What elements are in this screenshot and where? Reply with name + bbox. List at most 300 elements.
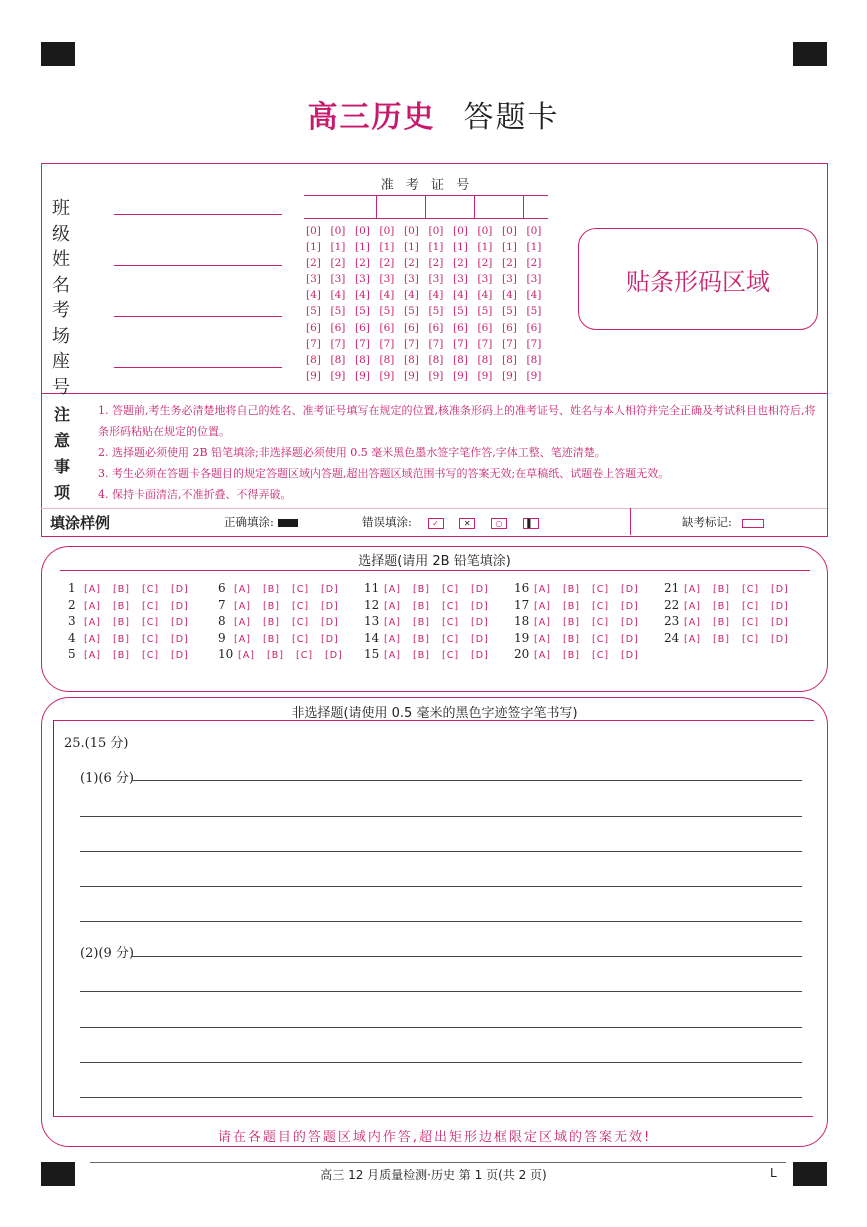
mcq-option-bubble[interactable]: [A] [238, 650, 255, 662]
mcq-question-row [364, 581, 500, 598]
exam-id-digit-row [306, 322, 551, 338]
exam-id-digit-bubble[interactable]: [6] [330, 321, 346, 334]
mcq-option-bubble[interactable]: [C] [142, 617, 160, 629]
mcq-option-bubble[interactable]: [A] [534, 633, 551, 645]
mcq-option-bubble[interactable]: [C] [442, 600, 460, 612]
exam-id-digit-bubble[interactable]: [7] [306, 337, 321, 350]
mcq-question-number: 22 [664, 597, 680, 612]
exam-id-digit-bubble[interactable]: [0] [502, 225, 517, 237]
mcq-option-bubble[interactable]: [C] [592, 584, 610, 595]
exam-id-digit-bubble[interactable]: [1] [306, 241, 321, 254]
exam-id-digit-bubble[interactable]: [9] [428, 369, 444, 382]
exam-id-digit-bubble[interactable]: [8] [355, 353, 370, 366]
mcq-option-bubble[interactable]: [B] [113, 617, 130, 629]
mcq-option-bubble[interactable]: [C] [442, 617, 460, 629]
answer-line[interactable] [80, 886, 802, 887]
mcq-option-bubble[interactable]: [D] [771, 633, 789, 645]
filled-bubble-icon [278, 519, 298, 527]
mcq-option-bubble[interactable]: [C] [296, 650, 314, 662]
mcq-option-bubble[interactable]: [C] [292, 617, 310, 629]
mcq-question-number: 9 [218, 630, 226, 645]
mcq-option-bubble[interactable]: [B] [113, 633, 130, 645]
exam-id-digit-bubble[interactable]: [4] [330, 289, 346, 302]
exam-id-digit-bubble[interactable]: [0] [355, 225, 370, 237]
name-field[interactable] [52, 245, 112, 297]
exam-id-digit-bubble[interactable]: [5] [330, 305, 346, 318]
exam-id-digit-bubble[interactable]: [4] [306, 289, 321, 302]
exam-id-digit-bubble[interactable]: [4] [404, 289, 419, 302]
mcq-option-bubble[interactable]: [D] [621, 600, 639, 612]
note-item: 4. 保持卡面清洁,不准折叠、不得弄破。 [98, 488, 292, 501]
mcq-option-bubble[interactable]: [D] [321, 633, 339, 645]
exam-id-digit-bubble[interactable]: [2] [526, 257, 542, 270]
exam-id-digit-bubble[interactable]: [3] [502, 273, 517, 286]
exam-id-digit-bubble[interactable]: [5] [453, 305, 468, 318]
exam-id-digit-bubble[interactable]: [9] [330, 369, 346, 382]
mcq-question-row [364, 598, 500, 615]
mcq-option-bubble[interactable]: [A] [384, 600, 401, 612]
exam-id-digit-row [306, 338, 551, 354]
exam-id-digit-bubble[interactable]: [0] [330, 225, 346, 237]
answer-line[interactable] [80, 1062, 802, 1063]
page-title [0, 92, 867, 136]
mcq-option-bubble[interactable]: [D] [621, 584, 639, 595]
mcq-option-bubble[interactable]: [D] [325, 650, 343, 662]
mcq-option-bubble[interactable]: [B] [713, 600, 730, 612]
exam-id-digit-bubble[interactable]: [2] [477, 257, 493, 270]
exam-id-digit-bubble[interactable]: [5] [404, 305, 419, 318]
room-field[interactable] [52, 296, 112, 348]
absent-mark-box[interactable] [742, 519, 764, 528]
exam-id-digit-bubble[interactable]: [4] [502, 289, 517, 302]
mcq-option-bubble[interactable]: [A] [534, 600, 551, 612]
mcq-question-row [364, 614, 500, 631]
exam-id-digit-bubble[interactable]: [2] [453, 257, 468, 270]
exam-id-digit-bubble[interactable]: [8] [379, 353, 395, 366]
exam-id-digit-bubble[interactable]: [8] [526, 353, 542, 366]
exam-id-digit-bubble[interactable]: [1] [477, 241, 493, 254]
exam-id-digit-bubble[interactable]: [5] [355, 305, 370, 318]
exam-id-digit-bubble[interactable]: [4] [477, 289, 493, 302]
circle-mark-icon: ○ [491, 518, 507, 529]
mcq-question-number: 11 [364, 581, 380, 595]
mcq-question-row [514, 647, 650, 664]
seat-label: 座号 [52, 351, 88, 398]
class-field[interactable] [52, 194, 112, 246]
mcq-option-bubble[interactable]: [C] [592, 650, 610, 662]
mcq-option-bubble[interactable]: [C] [142, 650, 160, 662]
mcq-question-row [514, 581, 650, 598]
mcq-option-bubble[interactable]: [B] [113, 650, 130, 662]
exam-id-digit-bubble[interactable]: [2] [428, 257, 444, 270]
mcq-option-bubble[interactable]: [B] [113, 584, 130, 595]
answer-line[interactable] [132, 956, 802, 957]
mcq-title-line [60, 570, 810, 571]
exam-id-digit-bubble[interactable]: [1] [526, 241, 542, 254]
exam-id-digit-bubble[interactable]: [9] [477, 369, 493, 382]
mcq-option-bubble[interactable]: [C] [292, 584, 310, 595]
exam-id-digit-bubble[interactable]: [0] [379, 225, 395, 237]
exam-id-digit-bubble[interactable]: [7] [428, 337, 444, 350]
mcq-option-bubble[interactable]: [C] [142, 600, 160, 612]
exam-id-digit-bubble[interactable]: [8] [428, 353, 444, 366]
exam-id-digit-bubble[interactable]: [0] [306, 225, 321, 237]
footer-mark: L [770, 1166, 777, 1180]
mcq-option-bubble[interactable]: [B] [413, 600, 430, 612]
exam-id-digit-bubble[interactable]: [2] [404, 257, 419, 270]
exam-id-digit-bubble[interactable]: [3] [379, 273, 395, 286]
correct-fill-label: 正确填涂: [224, 515, 274, 529]
exam-id-digit-bubble[interactable]: [6] [404, 321, 419, 334]
cross-mark-icon: ✕ [459, 518, 475, 529]
exam-id-digit-bubble[interactable]: [9] [502, 369, 517, 382]
exam-id-digit-bubble[interactable]: [2] [306, 257, 321, 270]
barcode-label: 贴条形码区域 [626, 267, 770, 296]
mcq-option-bubble[interactable]: [B] [563, 584, 580, 595]
mcq-option-bubble[interactable]: [A] [84, 617, 101, 629]
mcq-option-bubble[interactable]: [B] [563, 650, 580, 662]
mcq-question-row [364, 631, 500, 648]
mcq-option-bubble[interactable]: [A] [534, 650, 551, 662]
mcq-option-bubble[interactable]: [B] [413, 650, 430, 662]
exam-id-digit-bubble[interactable]: [4] [526, 289, 542, 302]
exam-id-digit-row [306, 354, 551, 370]
mcq-option-bubble[interactable]: [C] [142, 584, 160, 595]
mcq-option-bubble[interactable]: [B] [413, 633, 430, 645]
answer-line[interactable] [132, 780, 802, 781]
correct-fill-example [224, 514, 298, 530]
exam-id-digit-bubble[interactable]: [6] [379, 321, 395, 334]
mcq-option-bubble[interactable]: [C] [442, 584, 460, 595]
exam-id-digit-bubble[interactable]: [0] [453, 225, 468, 237]
exam-id-digit-bubble[interactable]: [2] [330, 257, 346, 270]
mcq-question-number: 16 [514, 581, 530, 595]
seat-field[interactable] [52, 347, 112, 399]
mcq-question-number: 1 [68, 581, 76, 595]
mcq-option-bubble[interactable]: [C] [442, 633, 460, 645]
exam-id-digit-bubble[interactable]: [3] [526, 273, 542, 286]
mcq-option-bubble[interactable]: [D] [471, 650, 489, 662]
exam-id-digit-bubble[interactable]: [0] [526, 225, 542, 237]
mcq-question-row [514, 631, 650, 648]
exam-id-digit-bubble[interactable]: [2] [502, 257, 517, 270]
exam-id-digit-bubble[interactable]: [2] [355, 257, 370, 270]
exam-id-digit-bubble[interactable]: [7] [330, 337, 346, 350]
note-item: 2. 选择题必须使用 2B 铅笔填涂;非选择题必须使用 0.5 毫米黑色墨水签字笔作答,字体工整、笔迹清楚。 [98, 446, 606, 459]
exam-id-digit-bubble[interactable]: [8] [477, 353, 493, 366]
mcq-option-bubble[interactable]: [D] [321, 584, 339, 595]
exam-id-digit-bubble[interactable]: [0] [428, 225, 444, 237]
mcq-option-bubble[interactable]: [A] [684, 600, 701, 612]
exam-id-digit-bubble[interactable]: [8] [404, 353, 419, 366]
exam-id-digit-bubble[interactable]: [8] [502, 353, 517, 366]
exam-id-digit-bubble[interactable]: [5] [379, 305, 395, 318]
answer-line[interactable] [80, 816, 802, 817]
mcq-question-row [514, 614, 650, 631]
exam-id-digit-bubble[interactable]: [2] [379, 257, 395, 270]
title-subject: 高三历史 [307, 100, 436, 135]
absent-divider [630, 508, 631, 535]
exam-id-digit-bubble[interactable]: [6] [306, 321, 321, 334]
mcq-option-bubble[interactable]: [A] [534, 584, 551, 595]
mcq-column [68, 581, 200, 664]
mcq-question-row [664, 581, 800, 598]
mcq-option-bubble[interactable]: [A] [684, 617, 701, 629]
answer-line[interactable] [80, 1027, 802, 1028]
exam-id-digit-bubble[interactable]: [8] [330, 353, 346, 366]
exam-id-digit-bubble[interactable]: [4] [379, 289, 395, 302]
exam-id-digit-bubble[interactable]: [3] [404, 273, 419, 286]
mcq-option-bubble[interactable]: [C] [292, 600, 310, 612]
mcq-option-bubble[interactable]: [C] [592, 617, 610, 629]
name-label: 姓名 [52, 249, 88, 296]
mcq-question-number: 23 [664, 614, 680, 629]
mcq-option-bubble[interactable]: [A] [534, 617, 551, 629]
alignment-mark-top-left [41, 42, 75, 66]
exam-id-digit-bubble[interactable]: [9] [453, 369, 468, 382]
room-label: 考场 [52, 300, 88, 347]
mcq-question-number: 4 [68, 630, 76, 645]
note-item: 1. 答题前,考生务必清楚地将自己的姓名、准考证号填写在规定的位置,核准条形码上的准考证号、姓名与本人相符并完全正确及考试科目也相符后,将条形码粘贴在规定的位置。 [98, 404, 816, 438]
part-1-label: (1)(6 分) [80, 771, 134, 786]
part-2-label: (2)(9 分) [80, 946, 134, 961]
mcq-question-row [68, 647, 200, 664]
mcq-option-bubble[interactable]: [D] [171, 650, 189, 662]
mcq-option-bubble[interactable]: [C] [592, 633, 610, 645]
mcq-option-bubble[interactable]: [B] [263, 584, 280, 595]
mcq-option-bubble[interactable]: [A] [684, 584, 701, 595]
exam-id-digit-bubble[interactable]: [0] [404, 225, 419, 237]
exam-id-digit-bubble[interactable]: [5] [526, 305, 542, 318]
exam-id-digit-bubble[interactable]: [1] [330, 241, 346, 254]
exam-id-digit-bubble[interactable]: [1] [355, 241, 370, 254]
mcq-question-row [218, 598, 354, 615]
exam-id-digit-bubble[interactable]: [1] [379, 241, 395, 254]
mcq-question-number: 21 [664, 581, 680, 595]
exam-id-digit-bubble[interactable]: [4] [355, 289, 370, 302]
mcq-option-bubble[interactable]: [D] [171, 584, 189, 595]
exam-id-digit-bubble[interactable]: [1] [428, 241, 444, 254]
mcq-question-number: 19 [514, 630, 530, 645]
fill-example-title: 填涂样例 [50, 514, 111, 532]
exam-id-digit-bubble[interactable]: [3] [306, 273, 321, 286]
mcq-option-bubble[interactable]: [C] [292, 633, 310, 645]
mcq-question-number: 20 [514, 647, 530, 662]
exam-id-bubble-grid[interactable] [306, 225, 551, 386]
mcq-option-bubble[interactable]: [A] [384, 633, 401, 645]
exam-id-digit-bubble[interactable]: [7] [502, 337, 517, 350]
mcq-option-bubble[interactable]: [C] [742, 584, 760, 595]
mcq-option-bubble[interactable]: [B] [713, 633, 730, 645]
mcq-option-bubble[interactable]: [A] [384, 650, 401, 662]
answer-line[interactable] [80, 851, 802, 852]
mcq-option-bubble[interactable]: [A] [234, 617, 251, 629]
mcq-question-row [218, 581, 354, 598]
exam-id-digit-bubble[interactable]: [7] [526, 337, 542, 350]
note-item: 3. 考生必须在答题卡各题目的规定答题区域内答题,超出答题区域范围书写的答案无效;在草稿纸、试题卷上答题无效。 [98, 467, 670, 480]
mcq-option-bubble[interactable]: [B] [563, 617, 580, 629]
mcq-option-bubble[interactable]: [B] [113, 600, 130, 612]
mcq-option-bubble[interactable]: [A] [84, 650, 101, 662]
exam-id-digit-bubble[interactable]: [7] [355, 337, 370, 350]
mcq-option-bubble[interactable]: [A] [684, 633, 701, 645]
notes-label-char: 项 [53, 483, 70, 502]
exam-id-digit-bubble[interactable]: [5] [477, 305, 493, 318]
exam-id-digit-bubble[interactable]: [1] [404, 241, 419, 254]
exam-id-digit-bubble[interactable]: [0] [477, 225, 493, 237]
exam-id-digit-bubble[interactable]: [5] [428, 305, 444, 318]
mcq-question-number: 12 [364, 597, 380, 612]
exam-id-digit-bubble[interactable]: [6] [453, 321, 468, 334]
exam-id-digit-bubble[interactable]: [8] [453, 353, 468, 366]
mcq-option-bubble[interactable]: [D] [321, 617, 339, 629]
mcq-option-bubble[interactable]: [A] [84, 600, 101, 612]
answer-frame-bottom [53, 1116, 813, 1117]
mcq-option-bubble[interactable]: [C] [442, 650, 460, 662]
mcq-option-bubble[interactable]: [B] [263, 617, 280, 629]
mcq-option-bubble[interactable]: [D] [171, 633, 189, 645]
mcq-column [364, 581, 500, 664]
mcq-question-row [664, 598, 800, 615]
exam-id-digit-bubble[interactable]: [3] [355, 273, 370, 286]
answer-line[interactable] [80, 1097, 802, 1098]
footer-text: 高三 12 月质量检测·历史 第 1 页(共 2 页) [320, 1168, 547, 1182]
mcq-option-bubble[interactable]: [D] [771, 600, 789, 612]
mcq-question-row [68, 581, 200, 598]
mcq-option-bubble[interactable]: [B] [713, 617, 730, 629]
mcq-option-bubble[interactable]: [A] [234, 584, 251, 595]
mcq-question-number: 3 [68, 614, 76, 629]
mcq-option-bubble[interactable]: [D] [471, 584, 489, 595]
mcq-question-number: 24 [664, 630, 680, 645]
exam-id-label: 准 考 证 号 [380, 178, 474, 193]
notes-label-char: 注 [53, 405, 70, 424]
mcq-option-bubble[interactable]: [D] [771, 617, 789, 629]
mcq-question-number: 15 [364, 647, 380, 662]
mcq-option-bubble[interactable]: [A] [234, 633, 251, 645]
exam-id-write-boxes[interactable] [304, 195, 548, 219]
mcq-option-bubble[interactable]: [D] [771, 584, 789, 595]
mcq-option-bubble[interactable]: [B] [563, 633, 580, 645]
header-divider [41, 393, 827, 394]
mcq-option-bubble[interactable]: [A] [84, 584, 101, 595]
alignment-mark-top-right [793, 42, 827, 66]
partial-mark-icon: ▌ [523, 518, 539, 529]
mcq-option-bubble[interactable]: [C] [142, 633, 160, 645]
exam-id-digit-bubble[interactable]: [6] [355, 321, 370, 334]
answer-line[interactable] [80, 991, 802, 992]
mcq-question-row [68, 614, 200, 631]
exam-id-digit-bubble[interactable]: [7] [453, 337, 468, 350]
mcq-option-bubble[interactable]: [B] [263, 633, 280, 645]
exam-id-digit-bubble[interactable]: [4] [453, 289, 468, 302]
mcq-option-bubble[interactable]: [D] [471, 633, 489, 645]
mcq-option-bubble[interactable]: [A] [234, 600, 251, 612]
mcq-option-bubble[interactable]: [A] [384, 617, 401, 629]
exam-id-digit-bubble[interactable]: [9] [404, 369, 419, 382]
mcq-option-bubble[interactable]: [C] [592, 600, 610, 612]
mcq-option-bubble[interactable]: [D] [621, 617, 639, 629]
mcq-option-bubble[interactable]: [C] [742, 617, 760, 629]
mcq-option-bubble[interactable]: [D] [471, 617, 489, 629]
exam-id-digit-bubble[interactable]: [7] [379, 337, 395, 350]
exam-id-digit-row [306, 257, 551, 273]
mcq-option-bubble[interactable]: [B] [413, 617, 430, 629]
mcq-option-bubble[interactable]: [B] [413, 584, 430, 595]
fill-divider [41, 508, 827, 509]
absent-mark-example [682, 514, 764, 530]
mcq-option-bubble[interactable]: [A] [84, 633, 101, 645]
mcq-question-number: 18 [514, 614, 530, 629]
exam-id-digit-bubble[interactable]: [3] [453, 273, 468, 286]
mcq-option-bubble[interactable]: [D] [321, 600, 339, 612]
notes-list [98, 400, 818, 505]
exam-id-digit-bubble[interactable]: [7] [477, 337, 493, 350]
mcq-option-bubble[interactable]: [D] [471, 600, 489, 612]
exam-id-digit-bubble[interactable]: [5] [502, 305, 517, 318]
exam-id-digit-bubble[interactable]: [3] [330, 273, 346, 286]
exam-id-digit-bubble[interactable]: [6] [477, 321, 493, 334]
notes-label-char: 事 [53, 457, 70, 476]
check-mark-icon: ✓ [428, 518, 444, 529]
exam-id-digit-row [306, 370, 551, 386]
exam-id-digit-bubble[interactable]: [6] [428, 321, 444, 334]
mcq-option-bubble[interactable]: [B] [267, 650, 284, 662]
wrong-fill-label: 错误填涂: [362, 515, 412, 529]
mcq-question-row [218, 614, 354, 631]
answer-line[interactable] [80, 921, 802, 922]
absent-mark-label: 缺考标记: [682, 515, 732, 529]
exam-id-digit-row [306, 273, 551, 289]
exam-id-digit-bubble[interactable]: [5] [306, 305, 321, 318]
mcq-option-bubble[interactable]: [D] [171, 617, 189, 629]
mcq-column [664, 581, 800, 647]
mcq-option-bubble[interactable]: [B] [563, 600, 580, 612]
title-card: 答题卡 [463, 100, 560, 135]
mcq-option-bubble[interactable]: [B] [263, 600, 280, 612]
exam-id-digit-bubble[interactable]: [3] [477, 273, 493, 286]
mcq-option-bubble[interactable]: [C] [742, 600, 760, 612]
mcq-question-row [514, 598, 650, 615]
mcq-option-bubble[interactable]: [C] [742, 633, 760, 645]
mcq-option-bubble[interactable]: [D] [171, 600, 189, 612]
exam-id-digit-bubble[interactable]: [9] [355, 369, 370, 382]
mcq-option-bubble[interactable]: [D] [621, 633, 639, 645]
exam-id-digit-row [306, 305, 551, 321]
exam-id-digit-bubble[interactable]: [9] [526, 369, 542, 382]
mcq-option-bubble[interactable]: [B] [713, 584, 730, 595]
exam-id-digit-bubble[interactable]: [4] [428, 289, 444, 302]
exam-id-digit-bubble[interactable]: [9] [306, 369, 321, 382]
mcq-question-row [664, 614, 800, 631]
mcq-option-bubble[interactable]: [D] [621, 650, 639, 662]
mcq-question-row [218, 647, 354, 664]
exam-id-digit-bubble[interactable]: [9] [379, 369, 395, 382]
exam-id-digit-bubble[interactable]: [7] [404, 337, 419, 350]
exam-id-digit-bubble[interactable]: [1] [453, 241, 468, 254]
mcq-option-bubble[interactable]: [A] [384, 584, 401, 595]
notes-label [44, 402, 80, 506]
mcq-question-number: 6 [218, 581, 226, 595]
exam-id-digit-bubble[interactable]: [1] [502, 241, 517, 254]
barcode-area [578, 228, 818, 330]
exam-id-digit-bubble[interactable]: [6] [526, 321, 542, 334]
exam-id-digit-bubble[interactable]: [3] [428, 273, 444, 286]
exam-id-digit-bubble[interactable]: [6] [502, 321, 517, 334]
mcq-question-number: 2 [68, 597, 76, 612]
exam-id-digit-bubble[interactable]: [8] [306, 353, 321, 366]
warning-text: 请在各题目的答题区域内作答,超出矩形边框限定区域的答案无效! [217, 1130, 652, 1145]
